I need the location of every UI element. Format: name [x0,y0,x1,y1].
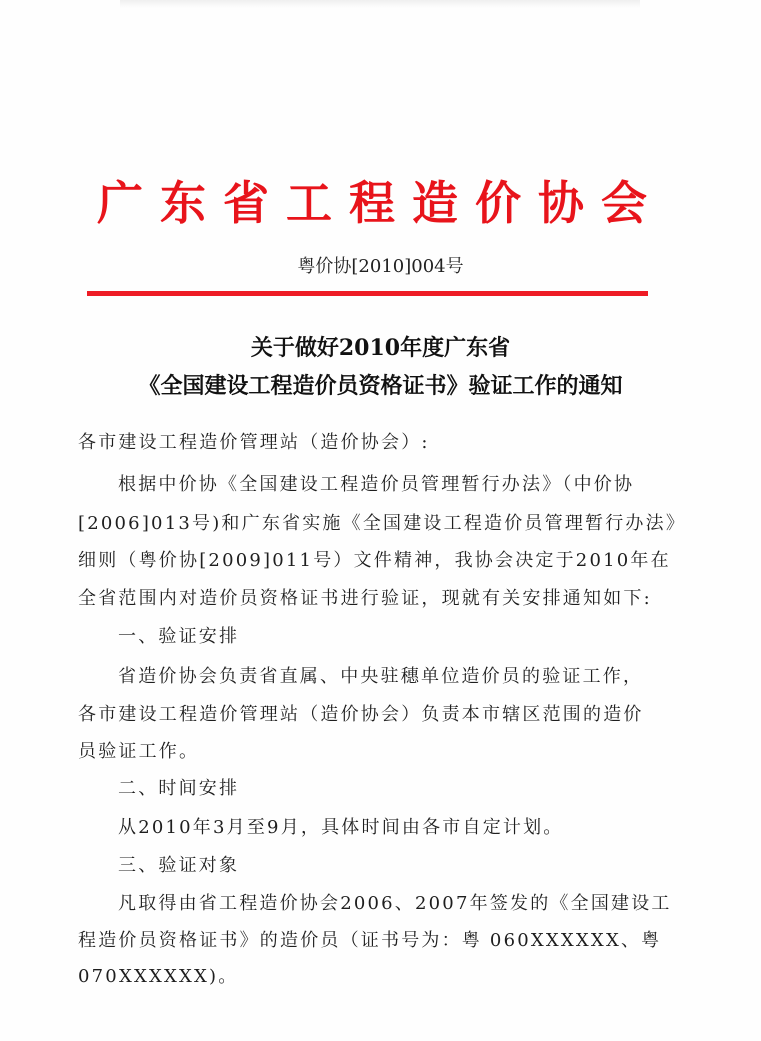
org-char: 造 [412,176,458,230]
body-line: 员验证工作。 [78,741,200,762]
body-line: 根据中价协《全国建设工程造价员管理暂行办法》（中价协 [118,474,635,495]
body-line: 凡取得由省工程造价协会2006、2007年签发的《全国建设工 [118,893,672,914]
organization-title [92,170,652,230]
scan-shadow [120,0,640,8]
body-line: 各市建设工程造价管理站（造价协会）负责本市辖区范围的造价 [78,704,644,725]
document-number: 粤价协[2010]004号 [297,256,464,277]
body-line: 程造价员资格证书》的造价员（证书号为：粤 060XXXXXX、粤 [78,930,662,951]
org-char: 会 [601,176,647,230]
org-char: 广 [97,176,143,230]
body-line: [2006]013号)和广东省实施《全国建设工程造价员管理暂行办法》 [78,513,687,534]
org-char: 工 [286,176,332,230]
red-divider [87,291,648,296]
body-line: 全省范围内对造价员资格证书进行验证，现就有关安排通知如下: [78,588,652,609]
body-line: 070XXXXXX)。 [78,966,239,987]
org-char: 协 [538,176,584,230]
body-line: 省造价协会负责省直属、中央驻穗单位造价员的验证工作， [118,666,644,687]
org-char: 程 [349,176,395,230]
org-char: 省 [223,176,269,230]
body-line: 从2010年3月至9月，具体时间由各市自定计划。 [118,817,564,838]
section-heading: 二、时间安排 [118,778,240,799]
notice-title-line-1: 关于做好2010年度广东省 [250,335,511,361]
notice-title-line-2: 《全国建设工程造价员资格证书》验证工作的通知 [138,373,623,399]
body-line: 细则（粤价协[2009]011号）文件精神，我协会决定于2010年在 [78,550,671,571]
section-heading: 一、验证安排 [118,626,240,647]
org-char: 价 [475,176,521,230]
org-char: 东 [160,176,206,230]
salutation: 各市建设工程造价管理站（造价协会）: [78,432,430,453]
section-heading: 三、验证对象 [118,855,240,876]
